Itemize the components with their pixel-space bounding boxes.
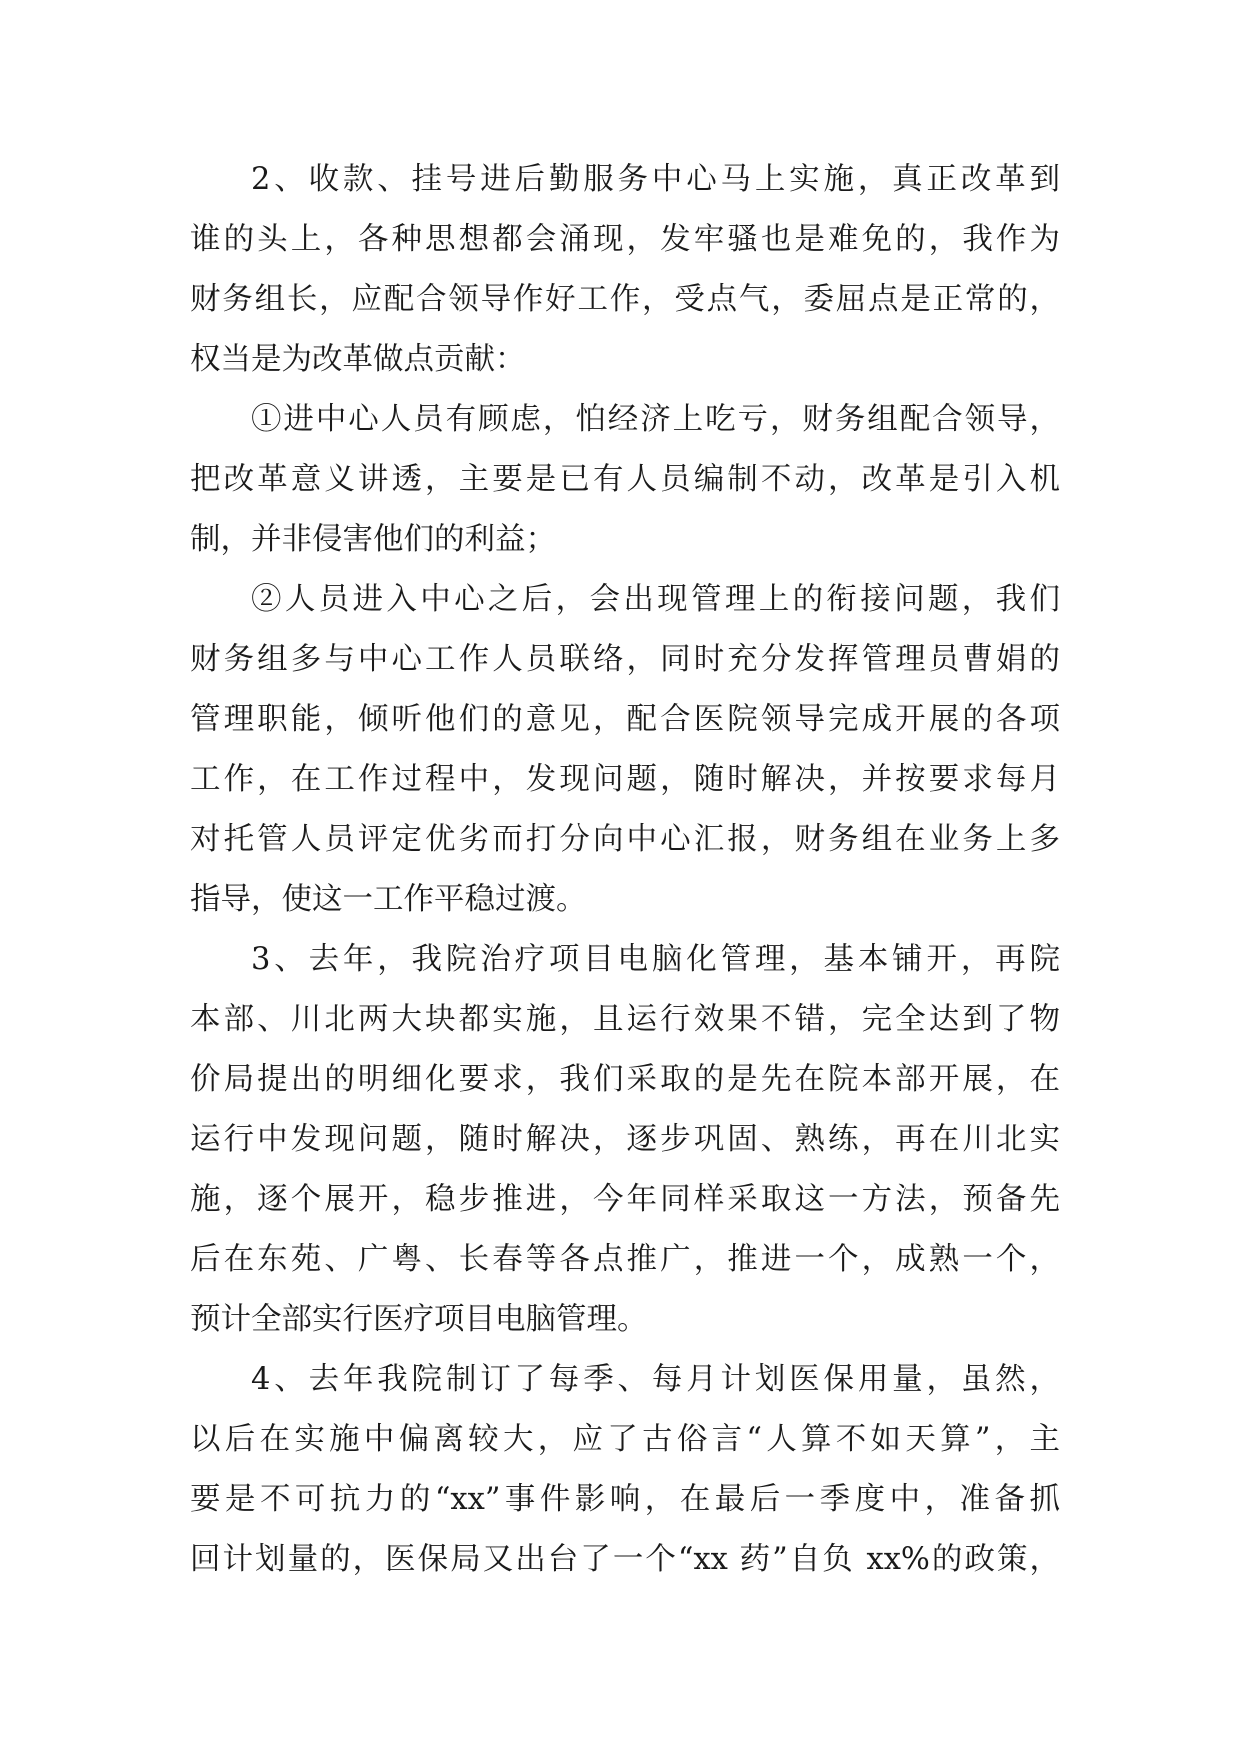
- text-line: 权当是为改革做点贡献：: [190, 342, 526, 377]
- text-line: 后在东苑、广粤、长春等各点推广，推进一个，成熟一个，: [190, 1242, 1060, 1277]
- text-line: 谁的头上，各种思想都会涌现，发牢骚也是难免的，我作为: [190, 222, 1060, 257]
- text-line: 本部、川北两大块都实施，且运行效果不错，完全达到了物: [190, 1002, 1060, 1037]
- text-line: 4、去年我院制订了每季、每月计划医保用量，虽然，: [251, 1362, 1060, 1397]
- paragraph-1: [190, 150, 1060, 390]
- paragraph-3: [190, 570, 1060, 930]
- text-line: 工作，在工作过程中，发现问题，随时解决，并按要求每月: [190, 762, 1060, 797]
- text-line: ②人员进入中心之后，会出现管理上的衔接问题，我们: [251, 582, 1060, 617]
- text-line: 财务组长，应配合领导作好工作，受点气，委屈点是正常的，: [190, 282, 1060, 317]
- text-line: 对托管人员评定优劣而打分向中心汇报，财务组在业务上多: [190, 822, 1060, 857]
- paragraph-2: [190, 390, 1060, 570]
- text-line: 要是不可抗力的“xx”事件影响，在最后一季度中，准备抓: [190, 1482, 1060, 1517]
- text-line: 制，并非侵害他们的利益；: [190, 522, 556, 557]
- text-line: 回计划量的，医保局又出台了一个“xx 药”自负 xx%的政策，: [190, 1542, 1060, 1577]
- text-line: 价局提出的明细化要求，我们采取的是先在院本部开展，在: [190, 1062, 1060, 1097]
- text-line: 3、去年，我院治疗项目电脑化管理，基本铺开，再院: [251, 942, 1060, 977]
- text-line: 财务组多与中心工作人员联络，同时充分发挥管理员曹娟的: [190, 642, 1060, 677]
- paragraph-4: [190, 930, 1060, 1350]
- text-line: 2、收款、挂号进后勤服务中心马上实施，真正改革到: [251, 162, 1060, 197]
- text-line: 施，逐个展开，稳步推进，今年同样采取这一方法，预备先: [190, 1182, 1060, 1217]
- text-line: 管理职能，倾听他们的意见，配合医院领导完成开展的各项: [190, 702, 1060, 737]
- text-line: 预计全部实行医疗项目电脑管理。: [190, 1302, 648, 1337]
- body-text: [190, 150, 1060, 1590]
- text-line: 指导，使这一工作平稳过渡。: [190, 882, 587, 917]
- text-line: 运行中发现问题，随时解决，逐步巩固、熟练，再在川北实: [190, 1122, 1060, 1157]
- text-line: 把改革意义讲透，主要是已有人员编制不动，改革是引入机: [190, 462, 1060, 497]
- text-line: ①进中心人员有顾虑，怕经济上吃亏，财务组配合领导，: [251, 402, 1060, 437]
- text-line: 以后在实施中偏离较大，应了古俗言“人算不如天算”，主: [190, 1422, 1060, 1457]
- paragraph-5: [190, 1350, 1060, 1590]
